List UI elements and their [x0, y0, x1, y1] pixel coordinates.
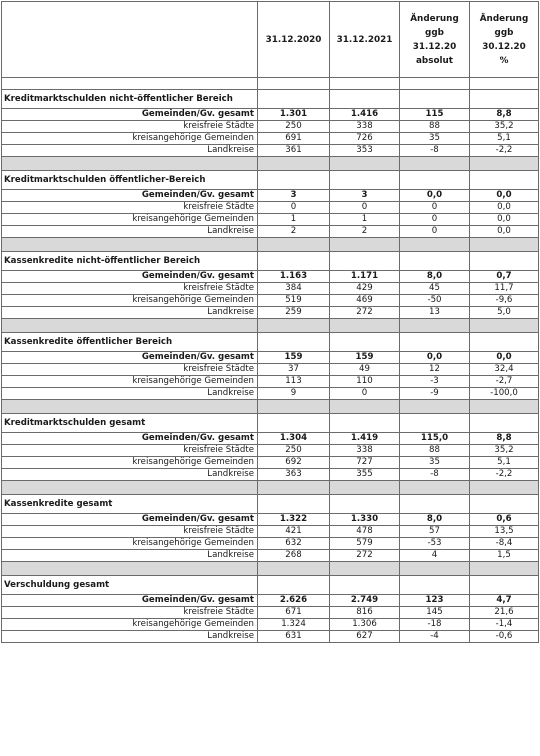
debt-table: [1, 1, 539, 643]
change-absolute: -9: [400, 388, 470, 400]
change-percent: 0,0: [470, 202, 539, 214]
value-2021: 1.171: [330, 271, 400, 283]
change-absolute: 4: [400, 550, 470, 562]
change-percent: -100,0: [470, 388, 539, 400]
total-row: [2, 271, 539, 283]
row-label: Landkreise: [2, 469, 258, 481]
table-row: [2, 607, 539, 619]
row-label: kreisangehörige Gemeinden: [2, 214, 258, 226]
value-2020: 692: [258, 457, 330, 469]
table-row: [2, 619, 539, 631]
row-label: kreisfreie Städte: [2, 364, 258, 376]
row-label: kreisangehörige Gemeinden: [2, 376, 258, 388]
header-pct-line-4: %: [499, 55, 509, 66]
header-abs-line-1: Änderung: [410, 13, 459, 24]
value-2021: 355: [330, 469, 400, 481]
row-label: kreisangehörige Gemeinden: [2, 295, 258, 307]
value-2020: 0: [258, 202, 330, 214]
table-row: [2, 295, 539, 307]
change-absolute: 45: [400, 283, 470, 295]
value-2021: 579: [330, 538, 400, 550]
section-separator: [2, 319, 539, 333]
section-title-row: [2, 414, 539, 433]
value-2020: 3: [258, 190, 330, 202]
header-2020: 31.12.2020: [258, 2, 330, 78]
value-2020: 113: [258, 376, 330, 388]
row-label: kreisfreie Städte: [2, 607, 258, 619]
table-row: [2, 121, 539, 133]
change-percent: 1,5: [470, 550, 539, 562]
change-percent: -2,7: [470, 376, 539, 388]
section-title-row: [2, 171, 539, 190]
value-2021: 627: [330, 631, 400, 643]
row-label: Landkreise: [2, 226, 258, 238]
table-row: [2, 538, 539, 550]
row-label: Landkreise: [2, 145, 258, 157]
value-2021: 49: [330, 364, 400, 376]
change-absolute: 115: [400, 109, 470, 121]
row-label: Landkreise: [2, 631, 258, 643]
table-row: [2, 133, 539, 145]
value-2021: 159: [330, 352, 400, 364]
value-2020: 1.301: [258, 109, 330, 121]
value-2021: 2: [330, 226, 400, 238]
change-percent: 0,0: [470, 190, 539, 202]
row-label: kreisfreie Städte: [2, 121, 258, 133]
value-2020: 363: [258, 469, 330, 481]
change-percent: 5,1: [470, 133, 539, 145]
value-2020: 1.304: [258, 433, 330, 445]
row-label: kreisangehörige Gemeinden: [2, 133, 258, 145]
value-2020: 519: [258, 295, 330, 307]
row-label: Gemeinden/Gv. gesamt: [2, 190, 258, 202]
value-2021: 478: [330, 526, 400, 538]
section-separator: [2, 238, 539, 252]
section-title-row: [2, 252, 539, 271]
change-absolute: -18: [400, 619, 470, 631]
value-2020: 361: [258, 145, 330, 157]
change-absolute: 8,0: [400, 271, 470, 283]
value-2020: 421: [258, 526, 330, 538]
value-2020: 259: [258, 307, 330, 319]
value-2021: 727: [330, 457, 400, 469]
total-row: [2, 514, 539, 526]
value-2021: 272: [330, 550, 400, 562]
change-percent: 0,0: [470, 352, 539, 364]
change-absolute: 0: [400, 214, 470, 226]
change-absolute: -50: [400, 295, 470, 307]
row-label: Landkreise: [2, 307, 258, 319]
table-row: [2, 526, 539, 538]
value-2020: 384: [258, 283, 330, 295]
change-absolute: 8,0: [400, 514, 470, 526]
table-row: [2, 376, 539, 388]
blank-row: [2, 78, 539, 90]
section-separator: [2, 481, 539, 495]
value-2021: 429: [330, 283, 400, 295]
section-separator: [2, 562, 539, 576]
value-2020: 9: [258, 388, 330, 400]
value-2021: 338: [330, 121, 400, 133]
value-2020: 2.626: [258, 595, 330, 607]
change-absolute: 12: [400, 364, 470, 376]
change-absolute: -3: [400, 376, 470, 388]
change-percent: 0,6: [470, 514, 539, 526]
table-row: [2, 145, 539, 157]
change-percent: 5,0: [470, 307, 539, 319]
change-absolute: 145: [400, 607, 470, 619]
value-2021: 2.749: [330, 595, 400, 607]
section-title: Kreditmarktschulden nicht-öffentlicher Bereich: [2, 90, 258, 109]
change-absolute: 0: [400, 226, 470, 238]
header-label-cell: [2, 2, 258, 78]
row-label: kreisangehörige Gemeinden: [2, 457, 258, 469]
table-row: [2, 388, 539, 400]
value-2021: 469: [330, 295, 400, 307]
row-label: Gemeinden/Gv. gesamt: [2, 433, 258, 445]
row-label: Gemeinden/Gv. gesamt: [2, 271, 258, 283]
row-label: Gemeinden/Gv. gesamt: [2, 514, 258, 526]
change-absolute: 115,0: [400, 433, 470, 445]
change-percent: -9,6: [470, 295, 539, 307]
value-2021: 353: [330, 145, 400, 157]
table-row: [2, 631, 539, 643]
header-abs-line-3: 31.12.20: [412, 41, 457, 52]
value-2021: 1: [330, 214, 400, 226]
change-absolute: -8: [400, 145, 470, 157]
total-row: [2, 433, 539, 445]
table-row: [2, 445, 539, 457]
row-label: kreisfreie Städte: [2, 202, 258, 214]
value-2020: 632: [258, 538, 330, 550]
header-pct-line-3: 30.12.20: [482, 41, 526, 52]
section-title-row: [2, 333, 539, 352]
row-label: Landkreise: [2, 388, 258, 400]
value-2020: 691: [258, 133, 330, 145]
change-percent: 35,2: [470, 445, 539, 457]
value-2020: 37: [258, 364, 330, 376]
table-row: [2, 550, 539, 562]
value-2021: 272: [330, 307, 400, 319]
change-absolute: 88: [400, 445, 470, 457]
value-2021: 0: [330, 202, 400, 214]
section-title: Kreditmarktschulden gesamt: [2, 414, 258, 433]
total-row: [2, 190, 539, 202]
change-percent: 8,8: [470, 109, 539, 121]
change-absolute: 0,0: [400, 190, 470, 202]
value-2020: 1: [258, 214, 330, 226]
section-separator: [2, 400, 539, 414]
row-label: Gemeinden/Gv. gesamt: [2, 352, 258, 364]
total-row: [2, 595, 539, 607]
header-pct-line-2: ggb: [494, 27, 514, 38]
value-2020: 671: [258, 607, 330, 619]
change-percent: -2,2: [470, 145, 539, 157]
section-title-row: [2, 576, 539, 595]
value-2020: 159: [258, 352, 330, 364]
debt-table-body: [2, 2, 539, 643]
change-percent: -8,4: [470, 538, 539, 550]
change-absolute: 0: [400, 202, 470, 214]
header-2021: 31.12.2021: [330, 2, 400, 78]
value-2020: 631: [258, 631, 330, 643]
row-label: kreisangehörige Gemeinden: [2, 538, 258, 550]
header-abs-line-4: absolut: [416, 55, 453, 66]
header-change-absolute: [400, 2, 470, 78]
change-percent: 5,1: [470, 457, 539, 469]
table-row: [2, 469, 539, 481]
change-percent: 8,8: [470, 433, 539, 445]
change-absolute: 0,0: [400, 352, 470, 364]
change-percent: 4,7: [470, 595, 539, 607]
table-row: [2, 214, 539, 226]
header-row: [2, 2, 539, 78]
change-absolute: 35: [400, 133, 470, 145]
value-2021: 726: [330, 133, 400, 145]
change-percent: 0,7: [470, 271, 539, 283]
table-row: [2, 364, 539, 376]
value-2021: 1.416: [330, 109, 400, 121]
section-title: Kassenkredite gesamt: [2, 495, 258, 514]
value-2020: 250: [258, 121, 330, 133]
value-2020: 1.324: [258, 619, 330, 631]
value-2020: 1.163: [258, 271, 330, 283]
section-title-row: [2, 90, 539, 109]
value-2021: 110: [330, 376, 400, 388]
table-row: [2, 283, 539, 295]
change-absolute: 57: [400, 526, 470, 538]
change-absolute: 35: [400, 457, 470, 469]
change-percent: 0,0: [470, 226, 539, 238]
table-row: [2, 226, 539, 238]
value-2020: 250: [258, 445, 330, 457]
section-separator: [2, 157, 539, 171]
header-pct-line-1: Änderung: [479, 13, 529, 24]
value-2021: 1.419: [330, 433, 400, 445]
total-row: [2, 352, 539, 364]
table-row: [2, 202, 539, 214]
value-2021: 1.330: [330, 514, 400, 526]
row-label: kreisfreie Städte: [2, 445, 258, 457]
change-absolute: -8: [400, 469, 470, 481]
change-absolute: 13: [400, 307, 470, 319]
header-abs-line-2: ggb: [425, 27, 444, 38]
value-2021: 816: [330, 607, 400, 619]
change-percent: 21,6: [470, 607, 539, 619]
value-2020: 1.322: [258, 514, 330, 526]
change-percent: 32,4: [470, 364, 539, 376]
change-absolute: -53: [400, 538, 470, 550]
row-label: Gemeinden/Gv. gesamt: [2, 595, 258, 607]
change-absolute: 123: [400, 595, 470, 607]
change-percent: 0,0: [470, 214, 539, 226]
value-2021: 0: [330, 388, 400, 400]
section-title-row: [2, 495, 539, 514]
change-percent: 13,5: [470, 526, 539, 538]
value-2021: 1.306: [330, 619, 400, 631]
value-2020: 268: [258, 550, 330, 562]
section-title: Kreditmarktschulden öffentlicher-Bereich: [2, 171, 258, 190]
row-label: Gemeinden/Gv. gesamt: [2, 109, 258, 121]
change-absolute: -4: [400, 631, 470, 643]
row-label: Landkreise: [2, 550, 258, 562]
value-2021: 3: [330, 190, 400, 202]
row-label: kreisfreie Städte: [2, 526, 258, 538]
change-percent: -1,4: [470, 619, 539, 631]
change-percent: -0,6: [470, 631, 539, 643]
total-row: [2, 109, 539, 121]
row-label: kreisangehörige Gemeinden: [2, 619, 258, 631]
section-title: Kassenkredite nicht-öffentlicher Bereich: [2, 252, 258, 271]
change-absolute: 88: [400, 121, 470, 133]
table-row: [2, 457, 539, 469]
header-change-percent: [470, 2, 539, 78]
table-row: [2, 307, 539, 319]
change-percent: -2,2: [470, 469, 539, 481]
row-label: kreisfreie Städte: [2, 283, 258, 295]
change-percent: 35,2: [470, 121, 539, 133]
value-2021: 338: [330, 445, 400, 457]
section-title: Verschuldung gesamt: [2, 576, 258, 595]
change-percent: 11,7: [470, 283, 539, 295]
section-title: Kassenkredite öffentlicher Bereich: [2, 333, 258, 352]
value-2020: 2: [258, 226, 330, 238]
